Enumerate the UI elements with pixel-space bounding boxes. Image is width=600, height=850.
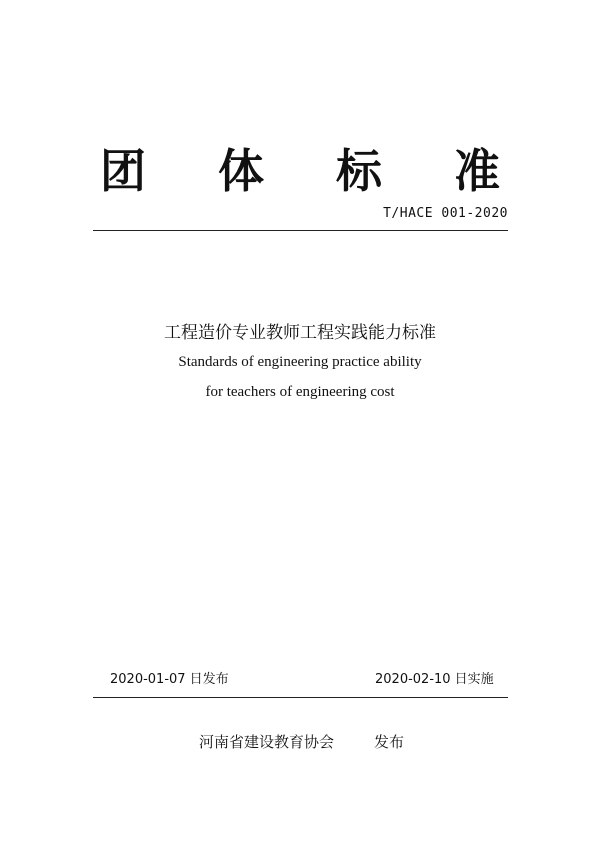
publisher-name: 河南省建设教育协会 xyxy=(199,733,335,751)
issue-date: 2020-01-07 日发布 xyxy=(110,672,229,687)
title-english-line-1: Standards of engineering practice ability xyxy=(178,354,422,370)
bottom-divider xyxy=(93,697,508,698)
standard-number: T/HACE 001-2020 xyxy=(383,206,508,221)
publish-label: 发布 xyxy=(374,733,405,751)
title-english-line-2: for teachers of engineering cost xyxy=(205,384,395,400)
document-type-heading: 团 体 标 准 xyxy=(99,144,529,198)
title-chinese: 工程造价专业教师工程实践能力标准 xyxy=(164,323,436,343)
implementation-date: 2020-02-10 日实施 xyxy=(375,672,494,687)
top-divider xyxy=(93,230,508,231)
